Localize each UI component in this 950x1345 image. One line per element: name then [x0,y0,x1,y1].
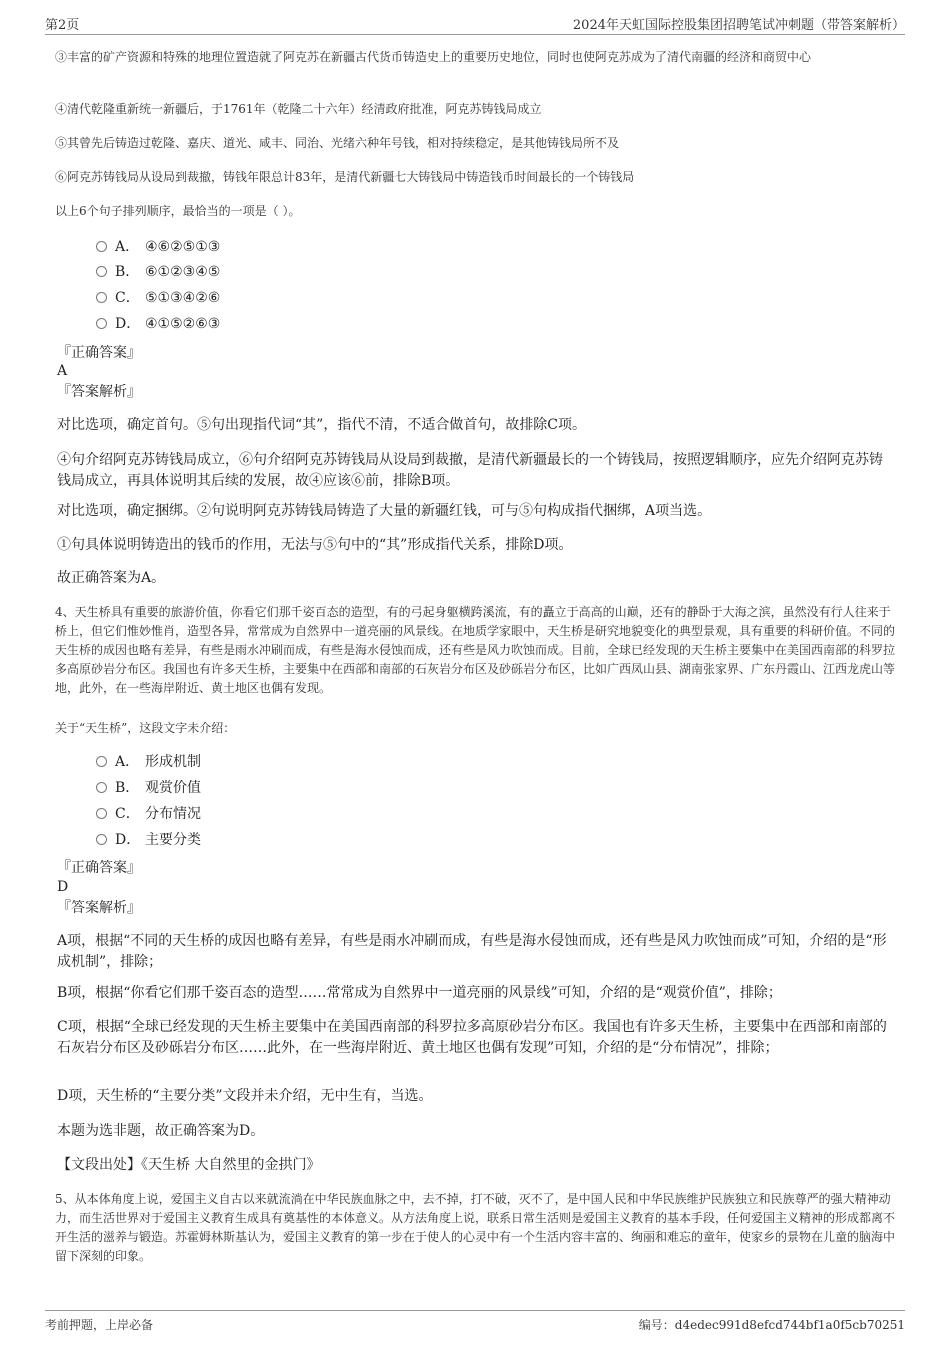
analysis-paragraph: B项，根据“你看它们那千姿百态的造型……常常成为自然界中一道亮丽的风景线”可知，介绍的是“观赏价值”，排除； [57,985,782,1001]
option-d[interactable]: D． ④①⑤②⑥③ [96,313,220,335]
radio-icon[interactable] [96,292,107,303]
option-a[interactable]: A． 形成机制 [96,751,201,773]
radio-icon[interactable] [96,318,107,329]
analysis-paragraph: A项，根据“不同的天生桥的成因也略有差异，有些是雨水冲刷而成，有些是海水侵蚀而成，还有些是风力吹蚀而成”可知，介绍的是“形成机制”，排除； [57,933,887,970]
radio-icon[interactable] [96,756,107,767]
analysis-paragraph: 故正确答案为A。 [57,570,166,586]
option-b[interactable]: B． 观赏价值 [96,777,201,799]
answer-value: D [57,879,69,895]
analysis-paragraph: D项，天生桥的“主要分类”文段并未介绍，无中生有，当选。 [57,1088,433,1104]
analysis-label: 『答案解析』 [57,384,141,400]
page-number: 第2页 [45,18,80,33]
document-title: 2024年天虹国际控股集团招聘笔试冲刺题（带答案解析） [572,18,905,33]
page-header [45,12,905,35]
answer-label: 『正确答案』 [57,860,141,876]
analysis-paragraph: 对比选项，确定捆绑。②句说明阿克苏铸钱局铸造了大量的新疆红钱，可与⑤句构成指代捆绑，A项当选。 [57,503,712,519]
sentence-6: ⑥阿克苏铸钱局从设局到裁撤，铸钱年限总计83年，是清代新疆七大铸钱局中铸造钱币时间最长的一个铸钱局 [55,170,635,184]
radio-icon[interactable] [96,241,107,252]
analysis-paragraph: C项，根据“全球已经发现的天生桥主要集中在美国西南部的科罗拉多高原砂岩分布区。我国也有许多天生桥，主要集中在西部和南部的石灰岩分布区及砂砾岩分布区……此外，在一些海岸附近、黄土地区也偶有发现”可知，介绍的是“分布情况”，排除； [57,1019,887,1056]
radio-icon[interactable] [96,834,107,845]
radio-icon[interactable] [96,782,107,793]
answer-value: A [57,363,68,379]
answer-label: 『正确答案』 [57,345,141,361]
analysis-paragraph: 本题为选非题，故正确答案为D。 [57,1123,265,1139]
option-c[interactable]: C． 分布情况 [96,803,201,825]
analysis-label: 『答案解析』 [57,900,141,916]
question-prompt: 以上6个句子排列顺序，最恰当的一项是（ ）。 [55,204,301,218]
question-4-stem: 4、天生桥具有重要的旅游价值，你看它们那千姿百态的造型，有的弓起身躯横跨溪流，有的矗立于高高的山巅，还有的静卧于大海之滨，虽然没有行人往来于桥上，但它们惟妙惟肖，造型各异，常常成为自然界中一道亮丽的风景线。在地质学家眼中，天生桥是研究地貌变化的典型景观，具有重要的科研价值。不同的天生桥的成因也略有差异，有些是雨水冲刷而成，有些是海水侵蚀而成，还有些是风力吹蚀而成。目前，全球已经发现的天生桥主要集中在美国西南部的科罗拉多高原砂岩分布区。我国也有许多天生桥，主要集中在西部和南部的石灰岩分布区及砂砾岩分布区，比如广西凤山县、湖南张家界、广东丹霞山、江西龙虎山等地，此外，在一些海岸附近、黄土地区也偶有发现。 [55,605,896,695]
page-footer [45,1310,905,1337]
analysis-paragraph: ①句具体说明铸造出的钱币的作用，无法与⑤句中的“其”形成指代关系，排除D项。 [57,537,573,553]
option-c[interactable]: C． ⑤①③④②⑥ [96,287,220,309]
footer-slogan: 考前押题，上岸必备 [45,1318,154,1332]
source-citation: 【文段出处】《天生桥 大自然里的金拱门》 [57,1157,321,1173]
analysis-paragraph: ④句介绍阿克苏铸钱局成立，⑥句介绍阿克苏铸钱局从设局到裁撤，是清代新疆最长的一个铸钱局，按照逻辑顺序，应先介绍阿克苏铸钱局成立，再具体说明其后续的发展，故④应该⑥前，排除B项。 [57,452,883,489]
analysis-paragraph: 对比选项，确定首句。⑤句出现指代词“其”，指代不清，不适合做首句，故排除C项。 [57,417,587,433]
sentence-4: ④清代乾隆重新统一新疆后，于1761年（乾隆二十六年）经清政府批准，阿克苏铸钱局成立 [55,102,542,116]
option-d[interactable]: D． 主要分类 [96,829,201,851]
sentence-3: ③丰富的矿产资源和特殊的地理位置造就了阿克苏在新疆古代货币铸造史上的重要历史地位，同时也使阿克苏成为了清代南疆的经济和商贸中心 [55,50,812,64]
radio-icon[interactable] [96,808,107,819]
question-5-stem: 5、从本体角度上说，爱国主义自古以来就流淌在中华民族血脉之中，去不掉，打不破，灭不了，是中国人民和中华民族维护民族独立和民族尊严的强大精神动力，而生活世界对于爱国主义教育生成具有奠基性的本体意义。从方法角度上说，联系日常生活则是爱国主义教育的基本手段，任何爱国主义精神的形成都离不开生活的滋养与锻造。苏霍姆林斯基认为，爱国主义教育的第一步在于使人的心灵中有一个生活内容丰富的、绚丽和难忘的童年，使家乡的景物在儿童的脑海中留下深刻的印象。 [55,1192,896,1263]
option-a[interactable]: A． ④⑥②⑤①③ [96,236,220,258]
document-id: 编号：d4edec991d8efcd744bf1a0f5cb70251 [638,1318,905,1332]
option-b[interactable]: B． ⑥①②③④⑤ [96,261,220,283]
radio-icon[interactable] [96,266,107,277]
sentence-5: ⑤其曾先后铸造过乾隆、嘉庆、道光、咸丰、同治、光绪六种年号钱，相对持续稳定，是其他铸钱局所不及 [55,136,620,150]
question-4-prompt: 关于“天生桥”，这段文字未介绍： [55,721,236,735]
